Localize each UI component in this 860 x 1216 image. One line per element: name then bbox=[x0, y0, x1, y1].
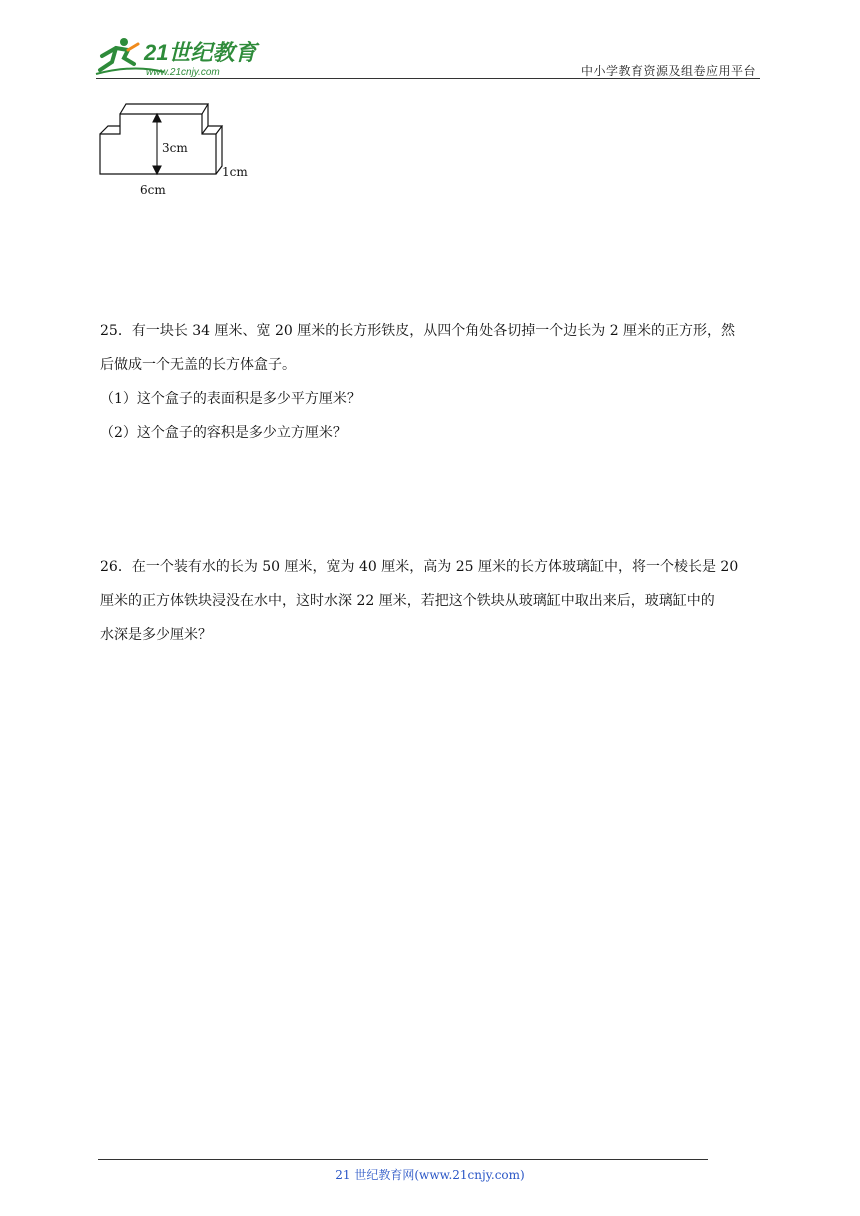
height-arrow bbox=[153, 114, 161, 174]
height-label: 3cm bbox=[162, 141, 188, 155]
width-label: 6cm bbox=[140, 183, 166, 197]
question-text-line: 25．有一块长 34 厘米、宽 20 厘米的长方形铁皮，从四个角处各切掉一个边长为 2 厘米的正方形，然 bbox=[100, 323, 736, 339]
platform-label: 中小学教育资源及组卷应用平台 bbox=[580, 64, 756, 78]
site-logo bbox=[94, 34, 264, 80]
sub-question-2: （2）这个盒子的容积是多少立方厘米？ bbox=[100, 425, 347, 441]
solid-figure bbox=[96, 100, 256, 200]
logo-text: 21世纪教育 bbox=[144, 40, 257, 65]
question-text-line: 厘米的正方体铁块浸没在水中，这时水深 22 厘米，若把这个铁块从玻璃缸中取出来后，玻璃缸中的 bbox=[100, 593, 715, 609]
question-26 bbox=[100, 550, 764, 652]
logo-url: www.21cnjy.com bbox=[146, 67, 220, 78]
header-divider bbox=[96, 78, 760, 79]
question-25 bbox=[100, 314, 764, 450]
footer-divider bbox=[98, 1159, 708, 1160]
question-text-line: 水深是多少厘米？ bbox=[100, 627, 212, 643]
question-text-line: 后做成一个无盖的长方体盒子。 bbox=[100, 357, 296, 373]
sub-question-1: （1）这个盒子的表面积是多少平方厘米？ bbox=[100, 391, 361, 407]
solid-outline bbox=[100, 104, 222, 174]
question-text-line: 26．在一个装有水的长为 50 厘米，宽为 40 厘米，高为 25 厘米的长方体玻璃缸中，将一个棱长是 20 bbox=[100, 559, 739, 575]
footer-link[interactable]: 21 世纪教育网(www.21cnjy.com) bbox=[335, 1168, 525, 1182]
depth-label: 1cm bbox=[222, 165, 248, 179]
